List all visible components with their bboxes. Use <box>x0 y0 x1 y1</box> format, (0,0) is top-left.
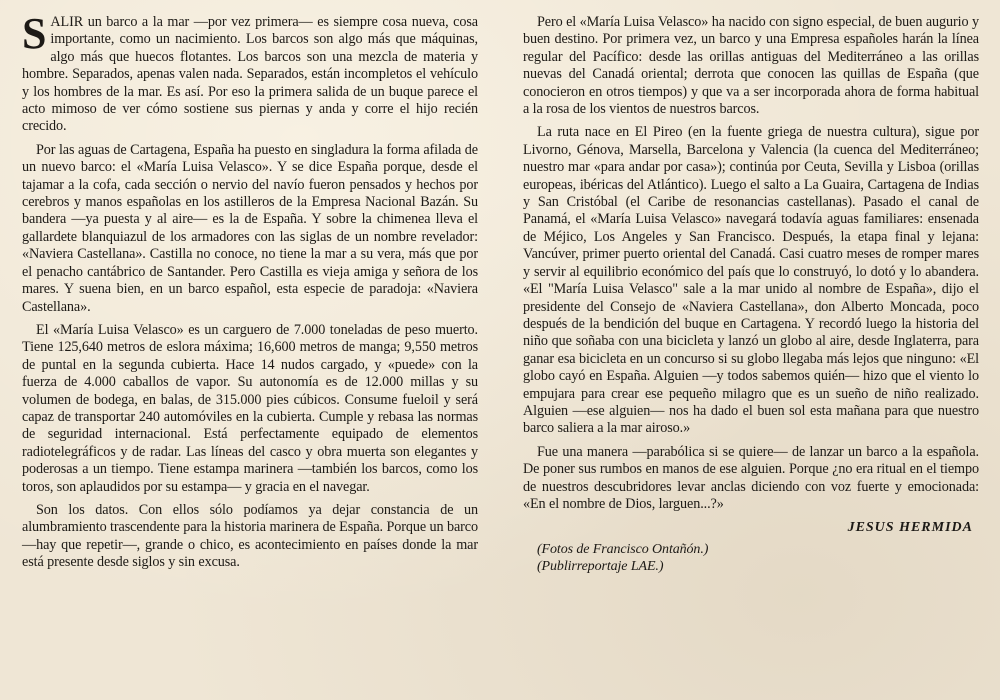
intro-text: ALIR un barco a la mar —por vez primera— es siempre cosa nueva, cosa importante, como un nacimiento. Los barcos son algo más que máquinas, algo más que huecos flotantes. Los barcos son una mezcla de materia y hombre. Separados, apenas valen nada. Separados, están incompletos el vehículo y los hombres de la mar. Es así. Por eso la primera salida de un buque parece el acto mimoso de ver cómo sostiene sus piernas y anda y corre el hijo recién crecido. <box>22 14 478 135</box>
photo-credit: (Fotos de Francisco Ontañón.) <box>537 541 709 557</box>
article-paragraph-specs: El «María Luisa Velasco» es un carguero de 7.000 toneladas de peso muerto. Tiene 125,640 metros de eslora máxima; 16,600 metros de manga; 9,550 metros de puntal en la segunda cubierta. Hace 14 nudos cargado, y «puede» con la fuerza de 4.000 caballos de vapor. Su autonomía es de 12.000 millas y su volumen de bodega, en balas, de 315.000 pies cúbicos. Consume fueloil y será capaz de transportar 240 automóviles en la cubierta. Cumple y rebasa las normas de seguridad internacional. Está perfectamente equipado de elementos radiotelegráficos y de radar. Las líneas del casco y obra muerta son elegantes y poderosas a un tiempo. Tiene estampa marinera —también los barcos, como los toros, son aplaudidos por su estampa— y gracia en el navegar. <box>22 321 478 495</box>
article-paragraph-closing: Fue una manera —parabólica si se quiere— de lanzar un barco a la española. De poner sus rumbos en manos de ese alguien. Porque ¿no era ritual en el tiempo de nuestros descubridores levar anclas diciendo con voz fuerte y emocionada: «En el nombre de Dios, larguen...?» <box>523 443 979 512</box>
article-paragraph-destiny: Pero el «María Luisa Velasco» ha nacido con signo especial, de buen augurio y buen destino. Por primera vez, un barco y una Empresa españoles harán la línea regular del Pacífico: desde las orillas antiguas del Mediterráneo a las orillas nuevas del Canadá oriental; derrota que conocen las quillas de España (que conocieron en otros tiempos) y que va a ser incorporada ahora de forma habitual a la rosa de los vientos de nuestros barcos. <box>523 14 979 118</box>
article-right-column <box>523 14 979 575</box>
article-paragraph-route: La ruta nace en El Pireo (en la fuente griega de nuestra cultura), sigue por Livorno, Génova, Marsella, Barcelona y Valencia (la cuenca del Mediterráneo; nuestro mar «para andar por casa»); continúa por Ceuta, Sevilla y Lisboa (orillas europeas, ibéricas del Atlántico). Luego el salto a La Guaira, Cartagena de Indias y San Cristóbal (el Caribe de resonancias castellanas). Pasado el canal de Panamá, el «María Luisa Velasco» navegará todavía aguas familiares: ensenada de Méjico, Los Angeles y San Francisco. Después, la etapa final y lejana: Vancúver, primer puerto oriental del Canadá. Casi cuatro meses de romper mares y servir al equilibrio económico del país que lo construyó, lo dotó y lo abandera. «El "María Luisa Velasco" sale a la mar unido al nombre de España», dijo el presidente del Consejo de «Naviera Castellana», don Alberto Moncada, poco después de la bendición del buque en Cartagena. Y recordó luego la historia del niño que soñaba con una bicicleta y lanzó un globo al aire, desde Inglaterra, para ganar esa bicicleta en un concurso si su globo llegaba más lejos que ninguno: «El globo cayó en España. Alguien —y todos sabemos quién— hizo que el viento lo empujara para crear ese pequeño milagro que es un sueño de niño realizado. Alguien —ese alguien— nos ha dado el buen sol esta mañana para que nuestro barco saliera a la mar airoso.» <box>523 124 979 437</box>
drop-cap-letter: S <box>22 9 47 58</box>
article-paragraph-cartagena: Por las aguas de Cartagena, España ha puesto en singladura la forma afilada de un nuevo barco: el «María Luisa Velasco». Y se dice España porque, desde el tajamar a la cofa, cada sección o nervio del navío fueron pensados y hechos por cerebros y manos españolas en los astilleros de la Empresa Nacional Bazán. Su bandera —ya puesta y al aire— es la de España. Y sobre la chimenea lleva el gallardete blanquiazul de los armadores con las siglas de un nombre revelador: «Naviera Castellana». Castilla no conoce, no tiene la mar a su vera, más que por el penacho cantábrico de Santander. Pero Castilla es vieja amiga y señora de los mares. Y suena bien, en un barco español, esta especie de paradoja: «Naviera Castellana». <box>22 141 478 315</box>
report-credit: (Publirreportaje LAE.) <box>537 558 664 574</box>
article-paragraph-intro <box>22 9 478 136</box>
article-left-column <box>22 9 478 578</box>
article-paragraph-data: Son los datos. Con ellos sólo podíamos ya dejar constancia de un alumbramiento trascendente para la historia marinera de España. Porque un barco —hay que repetir—, grande o chico, es acontecimiento en países donde la mar está presente desde siglos y sin excusa. <box>22 501 478 571</box>
author-signature: JESUS HERMIDA <box>847 520 973 536</box>
